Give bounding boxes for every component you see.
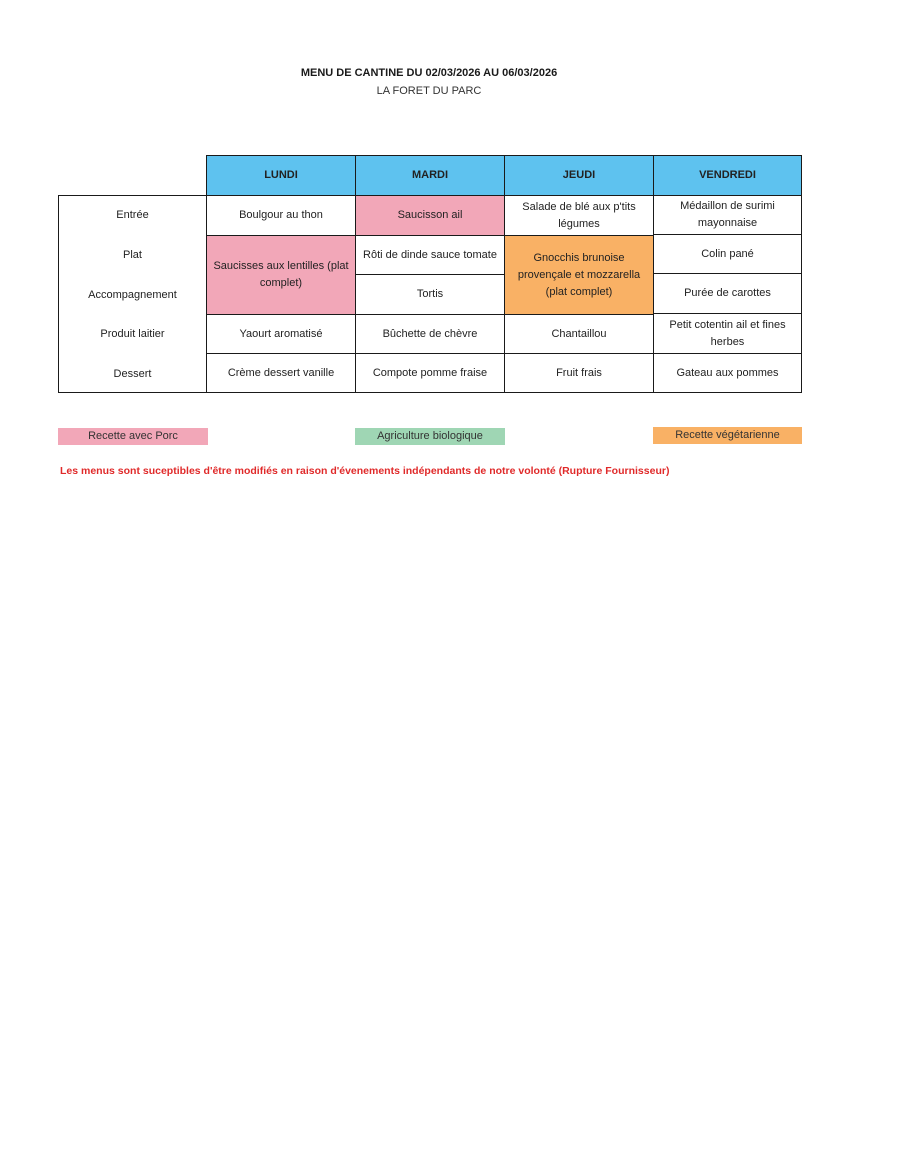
cell-vendredi-plat: Colin pané bbox=[653, 234, 802, 274]
cell-vendredi-entree: Médaillon de surimi mayonnaise bbox=[653, 195, 802, 235]
cell-jeudi-plat: Gnocchis brunoise provençale et mozzarella (plat complet) bbox=[504, 235, 654, 315]
legend-vegetarien: Recette végétarienne bbox=[653, 427, 802, 444]
row-label-produit-laitier: Produit laitier bbox=[100, 328, 165, 340]
cell-mardi-produit-laitier: Bûchette de chèvre bbox=[355, 314, 505, 354]
page-subtitle: LA FORET DU PARC bbox=[376, 85, 482, 97]
cell-lundi-entree: Boulgour au thon bbox=[206, 195, 356, 236]
cell-lundi-produit-laitier: Yaourt aromatisé bbox=[206, 314, 356, 354]
cell-mardi-dessert: Compote pomme fraise bbox=[355, 353, 505, 393]
cell-mardi-accompagnement: Tortis bbox=[355, 274, 505, 315]
cell-vendredi-dessert: Gateau aux pommes bbox=[653, 353, 802, 393]
modification-notice: Les menus sont suceptibles d'être modifiés en raison d'évenements indépendants de notre volonté (Rupture Fournisseur) bbox=[60, 465, 670, 477]
cell-lundi-dessert: Crème dessert vanille bbox=[206, 353, 356, 393]
cell-vendredi-produit-laitier: Petit cotentin ail et fines herbes bbox=[653, 313, 802, 354]
row-labels bbox=[58, 195, 207, 393]
header-vendredi: VENDREDI bbox=[653, 155, 802, 196]
cell-lundi-plat: Saucisses aux lentilles (plat complet) bbox=[206, 235, 356, 315]
cell-jeudi-dessert: Fruit frais bbox=[504, 353, 654, 393]
cell-jeudi-produit-laitier: Chantaillou bbox=[504, 314, 654, 354]
page-title: MENU DE CANTINE DU 02/03/2026 AU 06/03/2026 bbox=[300, 67, 558, 79]
row-label-plat: Plat bbox=[123, 249, 142, 261]
header-lundi: LUNDI bbox=[206, 155, 356, 196]
cell-mardi-entree: Saucisson ail bbox=[355, 195, 505, 236]
header-jeudi: JEUDI bbox=[504, 155, 654, 196]
cell-mardi-plat: Rôti de dinde sauce tomate bbox=[355, 235, 505, 275]
row-label-entree: Entrée bbox=[116, 209, 149, 221]
legend-bio: Agriculture biologique bbox=[355, 428, 505, 445]
row-label-accompagnement: Accompagnement bbox=[88, 289, 177, 301]
cell-vendredi-accompagnement: Purée de carottes bbox=[653, 273, 802, 314]
legend-porc: Recette avec Porc bbox=[58, 428, 208, 445]
cell-jeudi-entree: Salade de blé aux p'tits légumes bbox=[504, 195, 654, 236]
row-label-dessert: Dessert bbox=[113, 368, 152, 380]
header-mardi: MARDI bbox=[355, 155, 505, 196]
